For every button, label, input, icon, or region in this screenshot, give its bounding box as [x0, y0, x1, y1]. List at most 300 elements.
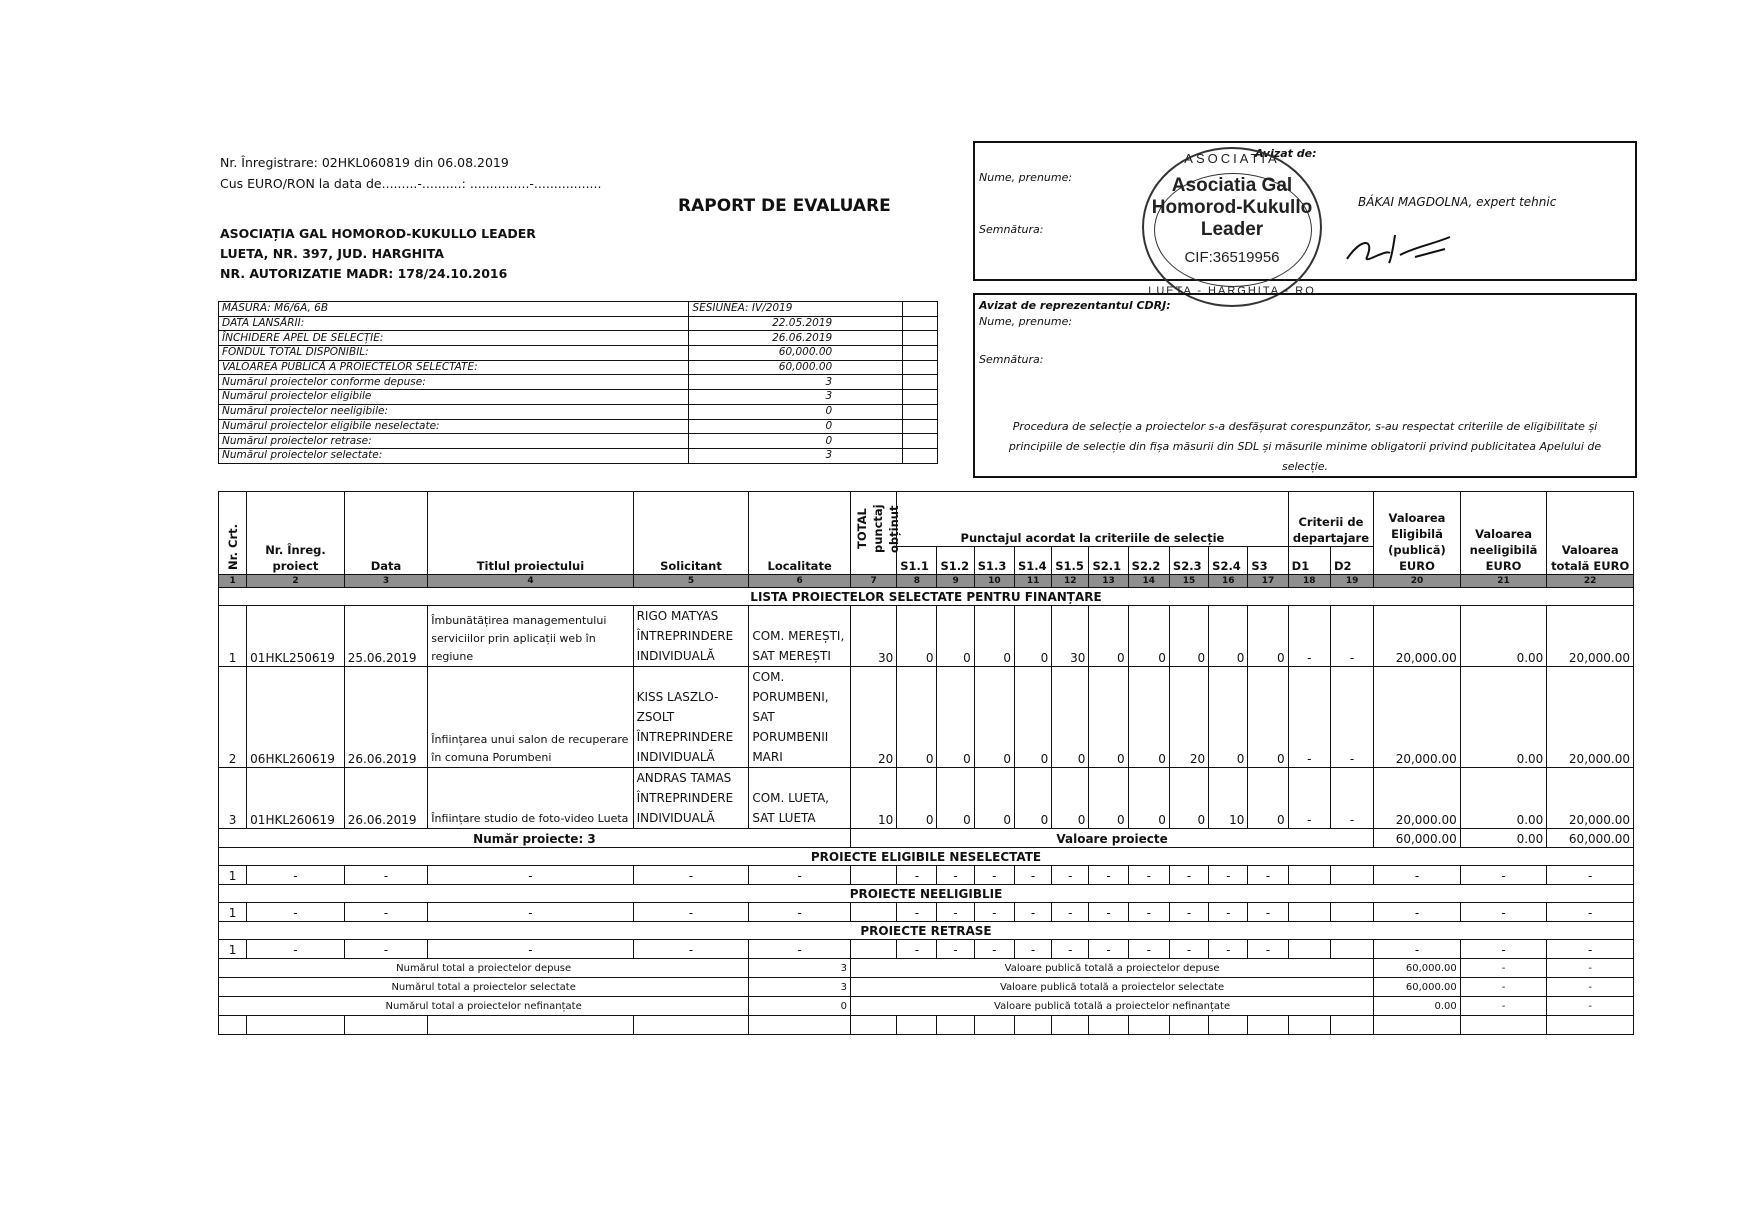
stamp-bottom-text: LUETA - HARGHITA - RO	[1148, 285, 1316, 297]
summary-ineligible: -	[1460, 978, 1547, 997]
criteria-code: S2.4	[1209, 546, 1248, 574]
organization-authorization: NR. AUTORIZATIE MADR: 178/24.10.2016	[220, 266, 508, 281]
empty-cell	[1128, 1016, 1169, 1035]
tiebreak-value: -	[1288, 606, 1330, 667]
criteria-code: S1.4	[1014, 546, 1051, 574]
unselected-row-dash: -	[897, 866, 937, 885]
criteria-code: S1.1	[897, 546, 937, 574]
withdrawn-row-dash: -	[1089, 940, 1128, 959]
info-value: 60,000.00	[689, 346, 903, 361]
project-registration: 01HKL250619	[247, 606, 345, 667]
withdrawn-row-dash: -	[937, 940, 974, 959]
empty-cell	[344, 1016, 428, 1035]
project-registration: 01HKL260619	[247, 768, 345, 829]
unselected-row-dash: -	[1089, 866, 1128, 885]
info-value: 0	[689, 434, 903, 449]
info-value: SESIUNEA: IV/2019	[689, 302, 903, 317]
unselected-row-dash: -	[1209, 866, 1248, 885]
unselected-row-dash: -	[1169, 866, 1208, 885]
summary-eligible: 60,000.00	[1374, 978, 1461, 997]
withdrawn-row-dash: -	[897, 940, 937, 959]
info-value: 3	[689, 448, 903, 463]
info-extra	[903, 302, 938, 317]
session-info-table	[218, 301, 938, 464]
info-row	[219, 404, 938, 419]
tiebreak-code: D1	[1288, 546, 1330, 574]
header-eligible-value: Valoarea Eligibilă (publică) EURO	[1374, 492, 1461, 575]
info-value: 3	[689, 390, 903, 405]
project-registration: 06HKL260619	[247, 667, 345, 768]
info-row	[219, 448, 938, 463]
unselected-row-dash: -	[1128, 866, 1169, 885]
ineligible-row-dash: -	[1547, 903, 1634, 922]
project-locality: COM. LUETA, SAT LUETA	[749, 768, 851, 829]
info-extra	[903, 390, 938, 405]
approval-signature-label: Semnătura:	[979, 223, 1044, 236]
unselected-row-dash: -	[428, 866, 633, 885]
empty-cell	[974, 1016, 1014, 1035]
project-total-score: 20	[850, 667, 896, 768]
withdrawn-row-dash: -	[1374, 940, 1461, 959]
project-eligible-value: 20,000.00	[1374, 606, 1461, 667]
summary-description: Valoare publică totală a proiectelor selectate	[850, 978, 1373, 997]
project-eligible-value: 20,000.00	[1374, 768, 1461, 829]
column-index-row	[219, 575, 1634, 588]
project-date: 25.06.2019	[344, 606, 428, 667]
selected-section	[219, 588, 1634, 606]
summary-count: 3	[749, 978, 851, 997]
column-index: 12	[1052, 575, 1089, 588]
ineligible-section	[219, 885, 1634, 903]
empty-cell	[1052, 1016, 1089, 1035]
tiebreak-value: -	[1330, 667, 1373, 768]
unselected-row-empty	[850, 866, 896, 885]
ineligible-row-dash: -	[633, 903, 749, 922]
info-label: Numărul proiectelor selectate:	[219, 448, 689, 463]
criterion-score: 0	[974, 667, 1014, 768]
ineligible-section-title: PROIECTE NEELIGIBLIE	[219, 885, 1634, 903]
organization-stamp	[1142, 147, 1322, 307]
withdrawn-row	[219, 940, 1634, 959]
criterion-score: 30	[1052, 606, 1089, 667]
info-value: 60,000.00	[689, 360, 903, 375]
info-label: ÎNCHIDERE APEL DE SELECȚIE:	[219, 331, 689, 346]
criteria-code: S2.1	[1089, 546, 1128, 574]
withdrawn-section-title: PROIECTE RETRASE	[219, 922, 1634, 940]
project-total-value: 20,000.00	[1547, 606, 1634, 667]
unselected-row-dash: -	[1547, 866, 1634, 885]
ineligible-row-dash: -	[344, 903, 428, 922]
summary-total: -	[1547, 978, 1634, 997]
project-locality: COM. PORUMBENI, SAT PORUMBENII MARI	[749, 667, 851, 768]
criteria-code: S3	[1248, 546, 1288, 574]
empty-cell	[247, 1016, 345, 1035]
header-total-score-text: TOTAL punctaj obținut	[854, 504, 901, 554]
column-index: 17	[1248, 575, 1288, 588]
criterion-score: 0	[1209, 606, 1248, 667]
cdrj-name-label: Nume, prenume:	[979, 315, 1073, 328]
ineligible-row-dash: -	[1128, 903, 1169, 922]
column-index: 9	[937, 575, 974, 588]
ineligible-row-empty	[850, 903, 896, 922]
stamp-cif: CIF:36519956	[1184, 249, 1280, 266]
criterion-score: 0	[1052, 667, 1089, 768]
withdrawn-row-dash: -	[1169, 940, 1208, 959]
summary-row	[219, 959, 1634, 978]
withdrawn-row-dash: -	[1209, 940, 1248, 959]
criterion-score: 0	[1128, 768, 1169, 829]
column-index: 15	[1169, 575, 1208, 588]
tiebreak-value: -	[1330, 768, 1373, 829]
ineligible-row-dash: -	[897, 903, 937, 922]
unselected-row-dash: -	[974, 866, 1014, 885]
project-nr: 1	[219, 606, 247, 667]
criterion-score: 0	[897, 768, 937, 829]
column-index: 20	[1374, 575, 1461, 588]
project-applicant: RIGO MATYAS ÎNTREPRINDERE INDIVIDUALĂ	[633, 606, 749, 667]
project-locality: COM. MEREȘTI, SAT MEREȘTI	[749, 606, 851, 667]
ineligible-row-empty	[1330, 903, 1373, 922]
empty-cell	[749, 1016, 851, 1035]
header-criteria: Punctajul acordat la criteriile de selecție	[897, 492, 1288, 547]
info-row	[219, 360, 938, 375]
header-row	[219, 492, 1634, 547]
column-index: 7	[850, 575, 896, 588]
summary-label: Numărul total a proiectelor selectate	[219, 978, 749, 997]
ineligible-row-dash: -	[1089, 903, 1128, 922]
info-extra	[903, 346, 938, 361]
project-row	[219, 667, 1634, 768]
project-total-score: 10	[850, 768, 896, 829]
unselected-row-dash: -	[749, 866, 851, 885]
summary-description: Valoare publică totală a proiectelor depuse	[850, 959, 1373, 978]
exchange-rate-line: Cus EURO/RON la data de.........-..........: ...............-.................	[220, 176, 602, 191]
info-extra	[903, 375, 938, 390]
project-ineligible-value: 0.00	[1460, 768, 1547, 829]
info-value: 0	[689, 419, 903, 434]
criterion-score: 0	[937, 768, 974, 829]
project-nr: 3	[219, 768, 247, 829]
empty-cell	[937, 1016, 974, 1035]
info-row	[219, 346, 938, 361]
withdrawn-section	[219, 922, 1634, 940]
project-row	[219, 606, 1634, 667]
criterion-score: 0	[1128, 667, 1169, 768]
summary-eligible: 60,000.00	[1374, 959, 1461, 978]
ineligible-row-dash: -	[1169, 903, 1208, 922]
project-ineligible-value: 0.00	[1460, 667, 1547, 768]
criteria-code: S2.3	[1169, 546, 1208, 574]
criterion-score: 0	[974, 768, 1014, 829]
project-nr: 2	[219, 667, 247, 768]
empty-cell	[1014, 1016, 1051, 1035]
criterion-score: 0	[1248, 606, 1288, 667]
empty-cell	[428, 1016, 633, 1035]
summary-total: -	[1547, 997, 1634, 1016]
unselected-row-dash: -	[1248, 866, 1288, 885]
empty-cell	[897, 1016, 937, 1035]
info-label: MĂSURA: M6/6A, 6B	[219, 302, 689, 317]
criterion-score: 0	[1169, 606, 1208, 667]
withdrawn-row-empty	[1288, 940, 1330, 959]
summary-label: Numărul total a proiectelor depuse	[219, 959, 749, 978]
column-index: 6	[749, 575, 851, 588]
unselected-row-nr: 1	[219, 866, 247, 885]
empty-cell	[633, 1016, 749, 1035]
registration-number: Nr. Înregistrare: 02HKL060819 din 06.08.2019	[220, 155, 509, 170]
withdrawn-row-dash: -	[1248, 940, 1288, 959]
summary-total: -	[1547, 959, 1634, 978]
header-total-value: Valoarea totală EURO	[1547, 492, 1634, 575]
header-nr-text: Nr. Crt.	[225, 523, 240, 570]
totals-row	[219, 829, 1634, 848]
withdrawn-row-dash: -	[1460, 940, 1547, 959]
criteria-code: S1.2	[937, 546, 974, 574]
column-index: 16	[1209, 575, 1248, 588]
column-index: 13	[1089, 575, 1128, 588]
ineligible-row-nr: 1	[219, 903, 247, 922]
unselected-row-dash: -	[1052, 866, 1089, 885]
empty-cell	[219, 1016, 247, 1035]
criteria-code: S1.3	[974, 546, 1014, 574]
page-title: RAPORT DE EVALUARE	[678, 196, 891, 216]
withdrawn-row-dash: -	[428, 940, 633, 959]
info-extra	[903, 316, 938, 331]
ineligible-row-dash: -	[974, 903, 1014, 922]
ineligible-row-dash: -	[1460, 903, 1547, 922]
approval-expert-name: BÁKAI MAGDOLNA, expert tehnic	[1358, 195, 1557, 209]
info-label: Numărul proiectelor conforme depuse:	[219, 375, 689, 390]
withdrawn-row-empty	[1330, 940, 1373, 959]
ineligible-row-dash: -	[1014, 903, 1051, 922]
withdrawn-row-nr: 1	[219, 940, 247, 959]
project-title: Îmbunătățirea managementului serviciilor prin aplicații web în regiune	[428, 606, 633, 667]
criterion-score: 0	[937, 667, 974, 768]
approval-avizat-label: Avizat de:	[1255, 147, 1317, 160]
project-count: Număr proiecte: 3	[219, 829, 851, 848]
ineligible-row-dash: -	[428, 903, 633, 922]
project-date: 26.06.2019	[344, 768, 428, 829]
criterion-score: 0	[937, 606, 974, 667]
approval-name-label: Nume, prenume:	[979, 171, 1073, 184]
evaluation-table	[218, 491, 1634, 1035]
ineligible-row-dash: -	[1248, 903, 1288, 922]
project-title: Înființarea unui salon de recuperare în comuna Porumbeni	[428, 667, 633, 768]
project-eligible-value: 20,000.00	[1374, 667, 1461, 768]
empty-row	[219, 1016, 1634, 1035]
stamp-line-1: Asociatia Gal	[1171, 175, 1293, 196]
withdrawn-row-empty	[850, 940, 896, 959]
empty-cell	[1248, 1016, 1288, 1035]
unselected-row-dash: -	[1014, 866, 1051, 885]
criterion-score: 0	[1014, 667, 1051, 768]
project-applicant: ANDRAS TAMAS ÎNTREPRINDERE INDIVIDUALĂ	[633, 768, 749, 829]
unselected-row-dash: -	[1374, 866, 1461, 885]
stamp-line-3: Leader	[1200, 219, 1264, 240]
info-row	[219, 302, 938, 317]
withdrawn-row-dash: -	[1128, 940, 1169, 959]
organization-address: LUETA, NR. 397, JUD. HARGHITA	[220, 246, 445, 261]
tiebreak-value: -	[1330, 606, 1373, 667]
empty-cell	[1089, 1016, 1128, 1035]
info-label: Numărul proiectelor retrase:	[219, 434, 689, 449]
column-index: 4	[428, 575, 633, 588]
criterion-score: 0	[897, 667, 937, 768]
criterion-score: 0	[1089, 606, 1128, 667]
stamp-top-text: ASOCIATIA	[1184, 151, 1280, 166]
unselected-row-dash: -	[1460, 866, 1547, 885]
unselected-row-dash: -	[937, 866, 974, 885]
column-index: 14	[1128, 575, 1169, 588]
unselected-section	[219, 848, 1634, 866]
header-total-score	[850, 492, 901, 575]
cdrj-box	[973, 293, 1637, 478]
header-nr	[219, 492, 247, 575]
withdrawn-row-dash: -	[344, 940, 428, 959]
project-total-value: 20,000.00	[1547, 768, 1634, 829]
empty-cell	[1547, 1016, 1634, 1035]
criterion-score: 20	[1169, 667, 1208, 768]
signature-mark	[1345, 229, 1455, 269]
ineligible-row-empty	[1288, 903, 1330, 922]
criterion-score: 0	[1248, 667, 1288, 768]
header-registration: Nr. Înreg. proiect	[247, 492, 345, 575]
summary-row	[219, 997, 1634, 1016]
info-extra	[903, 331, 938, 346]
summary-description: Valoare publică totală a proiectelor nefinanțate	[850, 997, 1373, 1016]
tiebreak-value: -	[1288, 768, 1330, 829]
project-date: 26.06.2019	[344, 667, 428, 768]
cdrj-signature-label: Semnătura:	[979, 353, 1044, 366]
ineligible-row-dash: -	[247, 903, 345, 922]
column-index: 21	[1460, 575, 1547, 588]
header-locality: Localitate	[749, 492, 851, 575]
sum-total: 60,000.00	[1547, 829, 1634, 848]
selected-section-title: LISTA PROIECTELOR SELECTATE PENTRU FINANȚARE	[219, 588, 1634, 606]
info-label: Numărul proiectelor eligibile	[219, 390, 689, 405]
ineligible-row-dash: -	[749, 903, 851, 922]
info-label: FONDUL TOTAL DISPONIBIL:	[219, 346, 689, 361]
info-row	[219, 316, 938, 331]
info-label: Numărul proiectelor eligibile neselectate:	[219, 419, 689, 434]
sum-eligible: 60,000.00	[1374, 829, 1461, 848]
column-index: 3	[344, 575, 428, 588]
column-index: 5	[633, 575, 749, 588]
info-row	[219, 419, 938, 434]
unselected-section-title: PROIECTE ELIGIBILE NESELECTATE	[219, 848, 1634, 866]
stamp-line-2: Homorod-Kukullo	[1151, 197, 1313, 218]
ineligible-row-dash: -	[1209, 903, 1248, 922]
project-total-score: 30	[850, 606, 896, 667]
summary-row	[219, 978, 1634, 997]
project-applicant: KISS LASZLO-ZSOLT ÎNTREPRINDERE INDIVIDUALĂ	[633, 667, 749, 768]
withdrawn-row-dash: -	[1014, 940, 1051, 959]
info-extra	[903, 404, 938, 419]
ineligible-row-dash: -	[937, 903, 974, 922]
info-label: Numărul proiectelor neeligibile:	[219, 404, 689, 419]
organization-name: ASOCIAȚIA GAL HOMOROD-KUKULLO LEADER	[220, 226, 536, 241]
column-index: 19	[1330, 575, 1373, 588]
cdrj-title: Avizat de reprezentantul CDRJ:	[979, 299, 1171, 312]
criterion-score: 0	[897, 606, 937, 667]
empty-cell	[1374, 1016, 1461, 1035]
unselected-row-dash: -	[247, 866, 345, 885]
info-value: 0	[689, 404, 903, 419]
criteria-code: S1.5	[1052, 546, 1089, 574]
column-index: 10	[974, 575, 1014, 588]
summary-label: Numărul total a proiectelor nefinanțate	[219, 997, 749, 1016]
column-index: 8	[897, 575, 937, 588]
criterion-score: 0	[1052, 768, 1089, 829]
withdrawn-row-dash: -	[633, 940, 749, 959]
unselected-row-empty	[1288, 866, 1330, 885]
withdrawn-row-dash: -	[1547, 940, 1634, 959]
tiebreak-value: -	[1288, 667, 1330, 768]
header-tiebreak: Criterii de departajare	[1288, 492, 1374, 547]
empty-cell	[1460, 1016, 1547, 1035]
empty-cell	[1330, 1016, 1373, 1035]
info-value: 26.06.2019	[689, 331, 903, 346]
criterion-score: 0	[1169, 768, 1208, 829]
unselected-row-empty	[1330, 866, 1373, 885]
unselected-row	[219, 866, 1634, 885]
project-title: Înființare studio de foto-video Lueta	[428, 768, 633, 829]
info-row	[219, 331, 938, 346]
column-index: 22	[1547, 575, 1634, 588]
ineligible-row-dash: -	[1374, 903, 1461, 922]
criterion-score: 0	[1248, 768, 1288, 829]
criterion-score: 0	[1209, 667, 1248, 768]
criterion-score: 0	[1089, 667, 1128, 768]
ineligible-row	[219, 903, 1634, 922]
info-label: DATA LANSĂRII:	[219, 316, 689, 331]
summary-count: 0	[749, 997, 851, 1016]
empty-cell	[1209, 1016, 1248, 1035]
criterion-score: 0	[974, 606, 1014, 667]
empty-cell	[1288, 1016, 1330, 1035]
project-row	[219, 768, 1634, 829]
info-value: 22.05.2019	[689, 316, 903, 331]
info-extra	[903, 360, 938, 375]
summary-ineligible: -	[1460, 997, 1547, 1016]
empty-cell	[850, 1016, 896, 1035]
cdrj-procedure-note: Procedura de selecție a proiectelor s-a desfășurat corespunzător, s-au respectat criteriile de eligibilitate și principiile de selecție din fișa măsurii din SDL și măsurile minime obligatorii privind publicitatea Apelului de selecție.	[1008, 420, 1602, 473]
info-row	[219, 390, 938, 405]
criterion-score: 0	[1128, 606, 1169, 667]
withdrawn-row-dash: -	[749, 940, 851, 959]
header-ineligible-value: Valoarea neeligibilă EURO	[1460, 492, 1547, 575]
info-extra	[903, 434, 938, 449]
info-extra	[903, 448, 938, 463]
column-index: 2	[247, 575, 345, 588]
column-index: 18	[1288, 575, 1330, 588]
criterion-score: 0	[1014, 606, 1051, 667]
criterion-score: 0	[1014, 768, 1051, 829]
criterion-score: 0	[1089, 768, 1128, 829]
summary-eligible: 0.00	[1374, 997, 1461, 1016]
criterion-score: 10	[1209, 768, 1248, 829]
withdrawn-row-dash: -	[974, 940, 1014, 959]
sum-ineligible: 0.00	[1460, 829, 1547, 848]
summary-count: 3	[749, 959, 851, 978]
header-title: Titlul proiectului	[428, 492, 633, 575]
ineligible-row-dash: -	[1052, 903, 1089, 922]
info-row	[219, 375, 938, 390]
criteria-code: S2.2	[1128, 546, 1169, 574]
withdrawn-row-dash: -	[247, 940, 345, 959]
info-row	[219, 434, 938, 449]
empty-cell	[1169, 1016, 1208, 1035]
